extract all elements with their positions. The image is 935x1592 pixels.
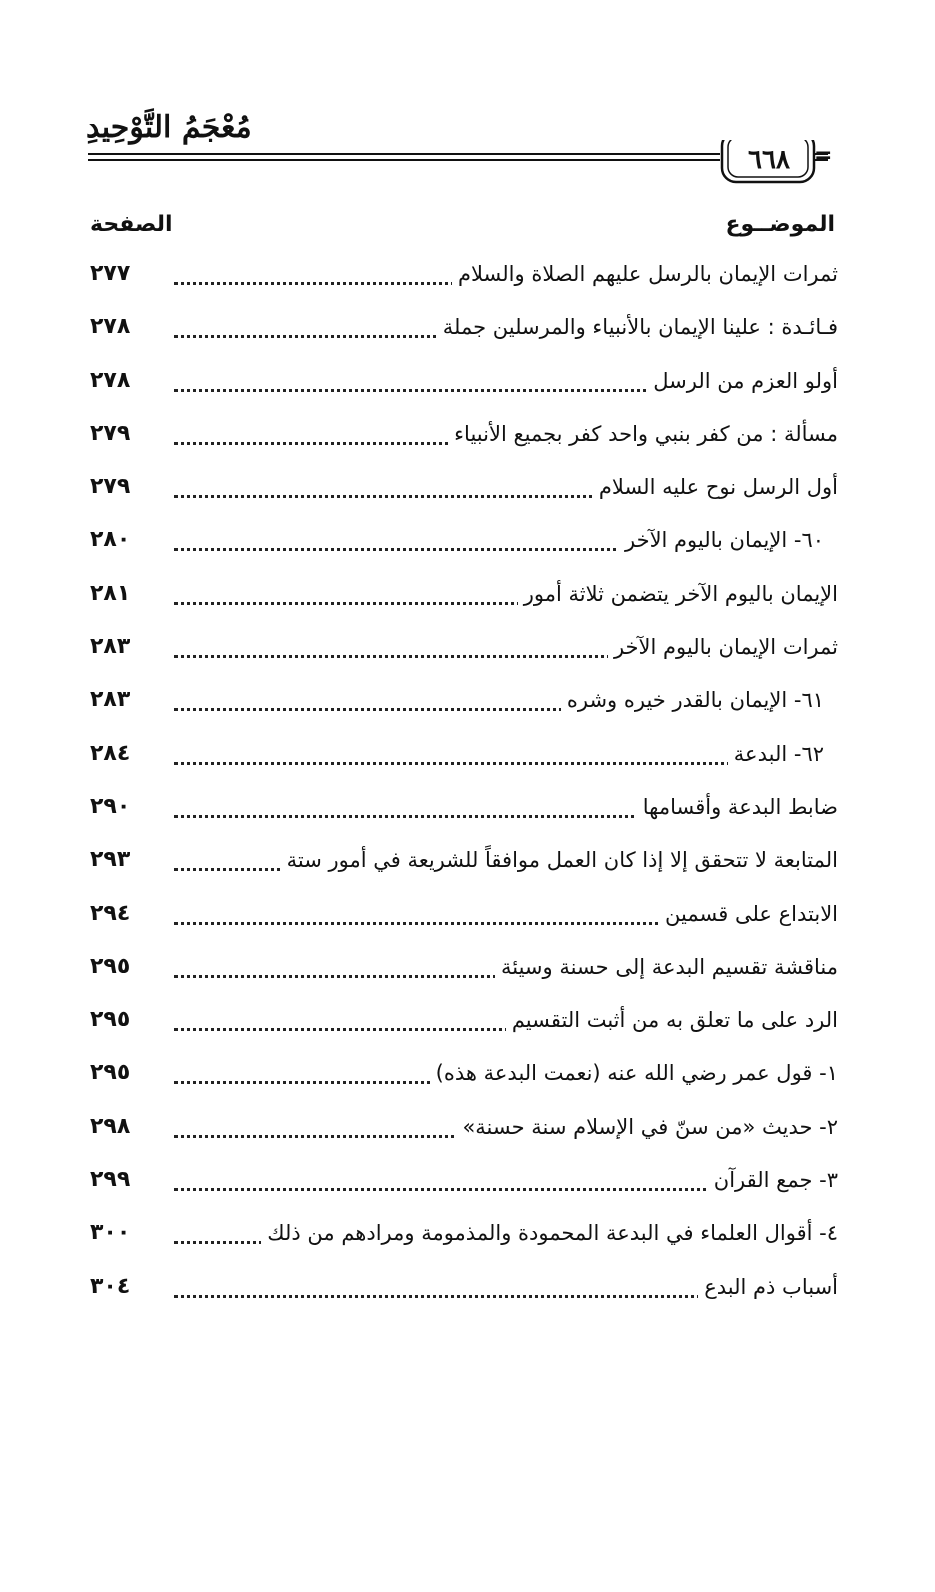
- toc-entry-page: ٢٧٩: [90, 474, 131, 500]
- toc-entry-page: ٣٠٠: [90, 1220, 131, 1246]
- toc-entry-title: ثمرات الإيمان بالرسل عليهم الصلاة والسلام: [452, 256, 838, 292]
- toc-entry: [86, 410, 838, 463]
- toc-entry-page: ٢٨١: [90, 580, 131, 606]
- toc-entry: [86, 357, 838, 410]
- toc-entry-page: ٢٩٤: [90, 900, 131, 926]
- toc-entry-page: ٢٨٣: [90, 634, 131, 660]
- toc-entry-page: ٢٩٩: [90, 1167, 131, 1193]
- toc-entry: [86, 943, 838, 996]
- toc-entry-title: ٤- أقوال العلماء في البدعة المحمودة والمذمومة ومرادهم من ذلك: [261, 1215, 838, 1251]
- toc-entry-title: أولو العزم من الرسل: [647, 363, 838, 399]
- toc-entry-title: أول الرسل نوح عليه السلام: [593, 469, 838, 505]
- toc-entry: [86, 1263, 838, 1316]
- toc-entry-title: ٦١- الإيمان بالقدر خيره وشره: [561, 682, 824, 718]
- toc-entry: [86, 1103, 838, 1156]
- toc-entry: [86, 1156, 838, 1209]
- book-title: مُعْجَمُ التَّوْحِيدِ: [86, 110, 252, 145]
- header-rule: [88, 140, 836, 190]
- toc-entry: [86, 463, 838, 516]
- toc-entry-title: ٦٠- الإيمان باليوم الآخر: [619, 522, 824, 558]
- toc-entry: [86, 730, 838, 783]
- toc-entry-title: ٣- جمع القرآن: [708, 1162, 838, 1198]
- toc-entry-page: ٢٩٨: [90, 1113, 131, 1139]
- toc-entry: [86, 623, 838, 676]
- toc-entry-title: الرد على ما تعلق به من أثبت التقسيم: [506, 1002, 838, 1038]
- toc-entry-title: ٢- حديث «من سنّ في الإسلام سنة حسنة»: [456, 1109, 838, 1145]
- toc-entry: [86, 996, 838, 1049]
- toc-entry-title: مناقشة تقسيم البدعة إلى حسنة وسيئة: [495, 949, 838, 985]
- header-equals-mark: =: [814, 143, 833, 168]
- toc-entry-page: ٢٨٤: [90, 740, 131, 766]
- toc-entry: [86, 890, 838, 943]
- header-rule-lines: [88, 140, 836, 190]
- toc-entry: [86, 783, 838, 836]
- toc-entry: [86, 1049, 838, 1102]
- page-number: ٦٦٨: [748, 145, 790, 175]
- toc-entry-title: ضابط البدعة وأقسامها: [637, 789, 838, 825]
- toc-entry-title: ٦٢- البدعة: [728, 736, 824, 772]
- toc-entry-title: مسألة : من كفر بنبي واحد كفر بجميع الأنبياء: [448, 416, 838, 452]
- dot-leader: [174, 762, 798, 765]
- toc-entry-page: ٢٧٨: [90, 314, 131, 340]
- toc-entry: [86, 516, 838, 569]
- toc-entry-page: ٢٨٠: [90, 527, 131, 553]
- toc-entry-page: ٢٩٠: [90, 793, 131, 819]
- table-of-contents: [86, 250, 838, 1316]
- toc-entry: [86, 836, 838, 889]
- toc-entry-title: الإيمان باليوم الآخر يتضمن ثلاثة أمور: [518, 576, 838, 612]
- dot-leader: [174, 1188, 798, 1191]
- toc-entry: [86, 570, 838, 623]
- toc-entry-title: الابتداع على قسمين: [659, 896, 838, 932]
- toc-entry-title: ١- قول عمر رضي الله عنه (نعمت البدعة هذه): [430, 1055, 838, 1091]
- toc-entry: [86, 1209, 838, 1262]
- toc-entry: [86, 676, 838, 729]
- toc-entry-page: ٢٩٥: [90, 1060, 131, 1086]
- column-header-page: الصفحة: [90, 212, 173, 237]
- toc-entry-title: فـائـدة : علينا الإيمان بالأنبياء والمرسلين جملة: [437, 309, 838, 345]
- toc-entry-title: أسباب ذم البدع: [698, 1269, 838, 1305]
- toc-entry-title: ثمرات الإيمان باليوم الآخر: [608, 629, 838, 665]
- toc-entry-page: ٢٩٥: [90, 1007, 131, 1033]
- toc-entry-page: ٢٨٣: [90, 687, 131, 713]
- toc-entry-page: ٢٧٨: [90, 367, 131, 393]
- toc-entry: [86, 250, 838, 303]
- toc-entry-page: ٢٩٥: [90, 953, 131, 979]
- toc-entry-title: المتابعة لا تتحقق إلا إذا كان العمل موافقاً للشريعة في أمور ستة: [281, 842, 838, 878]
- toc-entry-page: ٣٠٤: [90, 1273, 131, 1299]
- toc-entry-page: ٢٩٣: [90, 847, 131, 873]
- column-header-topic: الموضــوع: [725, 212, 835, 237]
- toc-entry-page: ٢٧٧: [90, 261, 131, 286]
- toc-entry: [86, 303, 838, 356]
- toc-entry-page: ٢٧٩: [90, 420, 131, 446]
